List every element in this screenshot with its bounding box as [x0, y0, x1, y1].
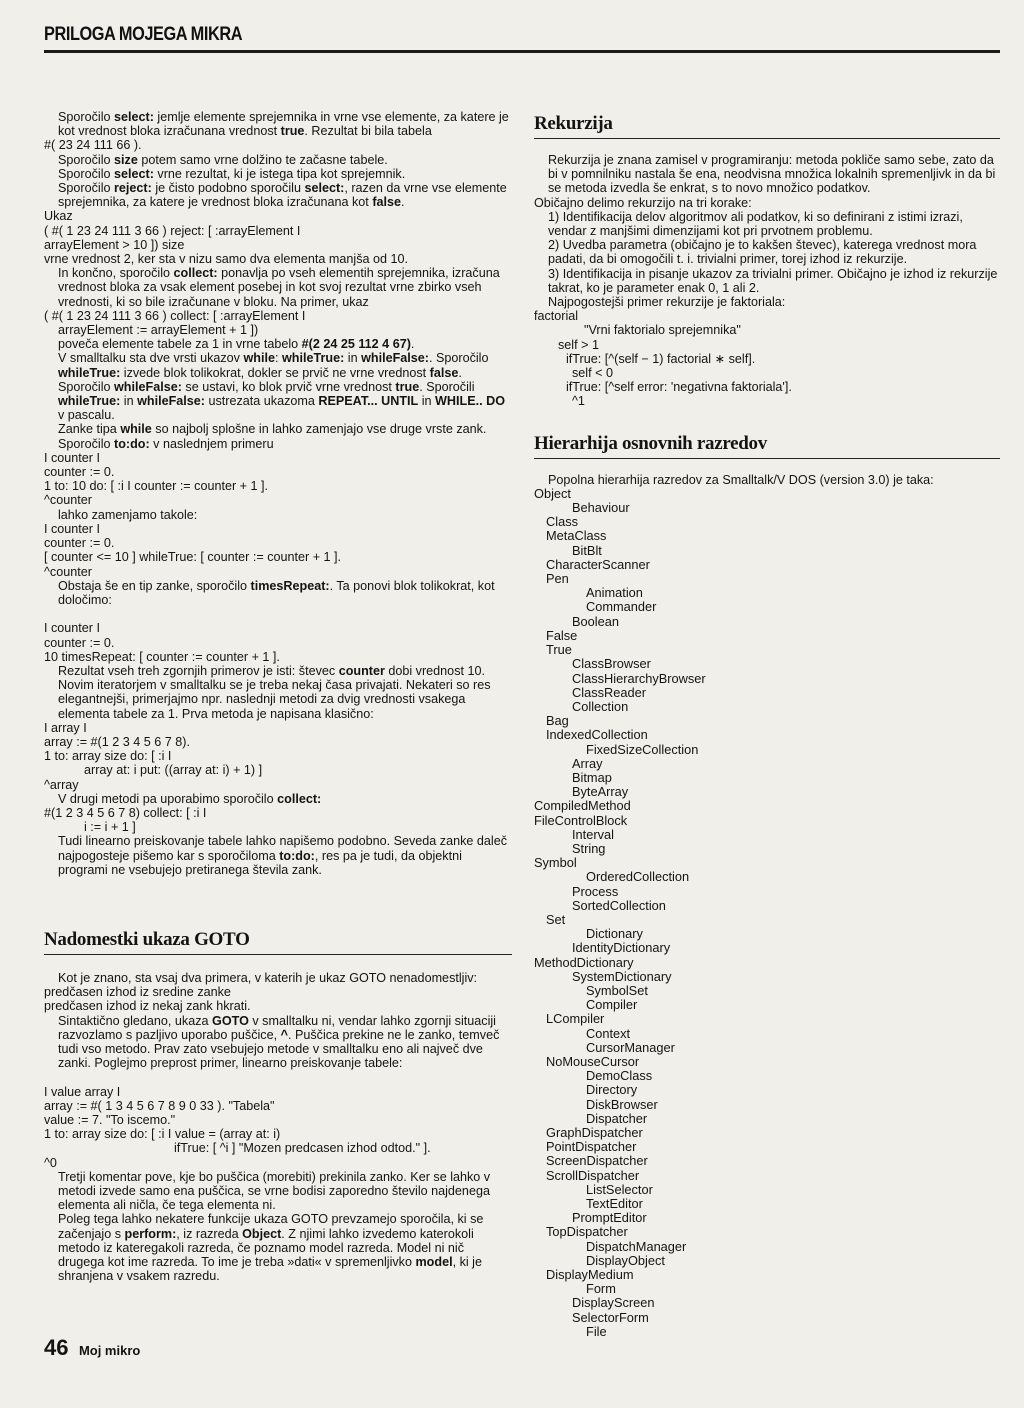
class-item: Bag [546, 713, 569, 729]
paragraph: Rekurzija je znana zamisel v programiranju: metoda pokliče samo sebe, zato da bi v pomnilniku nastala še ena, neodvisna množica lokalnih spremenljivk in da bi se metoda izvedla še enkrat, s to novo množico podatkov. [548, 153, 999, 196]
class-item: ClassBrowser [572, 656, 651, 672]
paragraph: Ukaz [44, 209, 73, 224]
class-item: Symbol [534, 855, 577, 871]
paragraph: 2) Uvedba parametra (običajno je to kakšen števec), katerega vrednost mora padati, da bi omogočili t. i. trivialni primer, torej izhod iz rekurzije. [548, 238, 980, 267]
code-line: self < 0 [572, 366, 613, 381]
class-item: ClassHierarchyBrowser [572, 670, 706, 686]
code-line: ifTrue: [ ^i ] "Mozen predcasen izhod odtod." ]. [174, 1141, 431, 1156]
paragraph: 3) Identifikacija in pisanje ukazov za trivialni primer. Običajno je izhod iz rekurzije takrat, ko je parameter enak 0, 1 ali 2. [548, 266, 1001, 295]
bold-term: counter [338, 663, 385, 678]
bold-term: GOTO [212, 1013, 249, 1028]
class-item: DemoClass [586, 1068, 653, 1084]
paragraph: Sporočilo select: jemlje elemente sprejemnika in vrne vse elemente, za katere je kot vrednost bloka izračunana vrednost true. Rezultat bi bila tabela [58, 110, 513, 139]
running-header-title: PRILOGA MOJEGA MIKRA [44, 24, 247, 46]
class-item: Array [572, 755, 603, 771]
paragraph: Novim iteratorjem v smalltalku se je treba nekaj časa privajati. Nekateri so res elegantnejši, primerjajmo npr. naslednji metodi za dvig vrednosti vsakega elementa tabele za 1. Prva metoda je napisana klasično: [58, 678, 495, 721]
class-item: OrderedCollection [586, 869, 690, 885]
class-item: TopDispatcher [546, 1224, 628, 1240]
bold-term: whileFalse: [137, 394, 205, 409]
bold-term: #(2 24 25 112 4 67) [301, 337, 411, 352]
bold-term: select: [114, 110, 154, 124]
class-hierarchy-list [534, 487, 1000, 1339]
code-line: ^1 [572, 394, 585, 409]
class-item: File [586, 1323, 607, 1339]
class-item: Animation [586, 585, 643, 601]
code-line: I counter I [44, 450, 101, 465]
class-item: ScrollDispatcher [546, 1167, 640, 1183]
class-item: DiskBrowser [586, 1096, 658, 1112]
class-item: Object [534, 485, 571, 501]
paragraph: Najpogostejši primer rekurzije je faktoriala: [548, 295, 786, 310]
bold-term: whileTrue: [58, 394, 121, 409]
left-column [44, 110, 512, 1283]
code-line: ( #( 1 23 24 111 3 66 ) collect: [ :arrayElement I [44, 308, 306, 323]
class-item: SymbolSet [586, 982, 648, 998]
bold-term: reject: [114, 181, 152, 196]
paragraph: lahko zamenjamo takole: [58, 507, 198, 522]
class-item: ByteArray [572, 784, 629, 800]
paragraph: In končno, sporočilo collect: ponavlja po vseh elementih sprejemnika, izračuna vrednost bloka za vsak element posebej in kot svoj rezultat vrne zbirko vseh vrednosti, ki so bile izračunane v bloku. Na primer, ukaz [58, 266, 504, 309]
code-line: arrayElement > 10 ]) size [44, 237, 185, 252]
code-line: counter := 0. [44, 536, 115, 551]
bold-term: to:do: [279, 848, 315, 863]
class-item: SortedCollection [572, 897, 666, 913]
bold-term: whileTrue: [281, 351, 345, 366]
section-heading-goto: Nadomestki ukaza GOTO [44, 929, 512, 955]
paragraph: Tudi linearno preiskovanje tabele lahko napišemo podobno. Seveda zanke daleč najpogosteje pišemo kar s sporočiloma to:do:, res pa je tudi, da objektni programi ne vsebujejo pretiranega števila zank. [58, 834, 511, 877]
class-item: True [546, 642, 572, 658]
class-item: Pen [546, 571, 569, 587]
code-line: "Vrni faktorialo sprejemnika" [584, 323, 741, 338]
spacer [534, 105, 1000, 113]
paragraph: Sporočilo select: vrne rezultat, ki je istega tipa kot sprejemnik. [58, 166, 406, 181]
paragraph: vrne vrednost 2, ker sta v nizu samo dva elementa manjša od 10. [44, 252, 409, 267]
code-line: array at: i put: ((array at: i) + 1) ] [84, 763, 263, 778]
class-item: Compiler [586, 997, 638, 1013]
code-line: 1 to: array size do: [ :i I value = (array at: i) [44, 1127, 281, 1142]
class-item: Class [546, 514, 578, 530]
paragraph: Zanke tipa while so najbolj splošne in lahko zamenjajo vse druge vrste zank. Sporočilo to:do: v naslednjem primeru [58, 422, 490, 451]
paragraph: Sporočilo size potem samo vrne dolžino te začasne tabele. [58, 152, 388, 167]
bold-term: REPEAT... UNTIL [318, 394, 419, 409]
bold-term: false [429, 365, 459, 380]
paragraph: V smalltalku sta dve vrsti ukazov while: whileTrue: in whileFalse:. Sporočilo whileTrue: izvede blok tolikokrat, dokler se prvič ne vrne vrednost false. Sporočilo whileFalse: se ustavi, ko blok prvič vrne vrednost true. Sporočili whileTrue: in whileFalse: ustrezata ukazoma REPEAT... UNTIL in WHILE.. DO v pascalu. [58, 351, 509, 423]
bold-term: model [415, 1255, 453, 1270]
paragraph: Popolna hierarhija razredov za Smalltalk/V DOS (version 3.0) je taka: [548, 472, 934, 487]
class-item: CharacterScanner [546, 556, 650, 572]
class-item: NoMouseCursor [546, 1053, 640, 1069]
code-line: I counter I [44, 621, 101, 636]
bold-term: whileFalse: [361, 351, 429, 366]
class-item: Interval [572, 826, 614, 842]
class-item: CursorManager [586, 1039, 675, 1055]
bold-term: true [395, 379, 420, 394]
list-item: predčasen izhod iz sredine zanke [44, 985, 231, 1000]
code-line: arrayElement := arrayElement + 1 ]) [58, 323, 259, 338]
paragraph: Sporočilo reject: je čisto podobno sporočilu select:, razen da vrne vse elemente sprejemnika, za katere je vrednost bloka izračunana kot false. [58, 181, 511, 210]
class-item: SystemDictionary [572, 968, 672, 984]
class-item: Set [546, 911, 566, 927]
bold-term: collect: [277, 791, 322, 806]
code-line: counter := 0. [44, 465, 115, 480]
bold-term: timesRepeat: [250, 578, 330, 593]
spacer [44, 877, 512, 929]
code-line: counter := 0. [44, 635, 115, 650]
class-item: ScreenDispatcher [546, 1153, 648, 1169]
class-item: MethodDictionary [534, 954, 634, 970]
class-item: False [546, 627, 578, 643]
code-line: factorial [534, 309, 579, 324]
class-item: TextEditor [586, 1196, 643, 1212]
class-item: Form [586, 1281, 616, 1297]
paragraph: Rezultat vseh treh zgornjih primerov je isti: števec counter dobi vrednost 10. [58, 663, 485, 678]
spacer [534, 459, 1000, 473]
code-line: self > 1 [558, 337, 599, 352]
spacer [44, 955, 512, 971]
bold-term: true [280, 124, 305, 139]
section-heading-hierarhija: Hierarhija osnovnih razredov [534, 433, 1000, 459]
paragraph: Kot je znano, sta vsaj dva primera, v katerih je ukaz GOTO nenadomestljiv: [58, 970, 478, 985]
class-item: PointDispatcher [546, 1139, 637, 1155]
code-line: array := #(1 2 3 4 5 6 7 8). [44, 734, 190, 749]
class-item: PromptEditor [572, 1210, 647, 1226]
code-line: #(1 2 3 4 5 6 7 8) collect: [ :i I [44, 805, 207, 820]
section-heading-rekurzija: Rekurzija [534, 113, 1000, 139]
paragraph: Obstaja še en tip zanke, sporočilo timesRepeat:. Ta ponovi blok tolikokrat, kot določimo: [58, 578, 499, 607]
class-item: BitBlt [572, 542, 602, 558]
code-line: 1 to: array size do: [ :i I [44, 749, 172, 764]
right-column [534, 105, 1000, 1339]
magazine-name: Moj mikro [78, 1343, 141, 1358]
spacer [44, 607, 512, 621]
bold-term: while [120, 422, 152, 437]
paragraph: Tretji komentar pove, kje bo puščica (morebiti) prekinila zanko. Ker se lahko v metodi izvede samo ena puščica, se vrne bodisi zaporedno število najdenega elementa ali ničla, če tega elementa ni. [58, 1169, 494, 1213]
bold-term: select: [114, 166, 154, 181]
paragraph: poveča elemente tabele za 1 in vrne tabelo #(2 24 25 112 4 67). [58, 337, 415, 352]
page-number: 46 [44, 1335, 69, 1360]
class-item: IdentityDictionary [572, 940, 671, 956]
code-line: 1 to: 10 do: [ :i I counter := counter + 1 ]. [44, 479, 269, 494]
code-line: array := #( 1 3 4 5 6 7 8 9 0 33 ). "Tabela" [44, 1098, 275, 1113]
class-item: Boolean [572, 613, 619, 629]
class-item: Behaviour [572, 500, 630, 516]
spacer [534, 409, 1000, 433]
class-item: CompiledMethod [534, 798, 631, 814]
class-item: DisplayObject [586, 1252, 665, 1268]
code-line: [ counter <= 10 ] whileTrue: [ counter := counter + 1 ]. [44, 550, 342, 565]
paragraph: Sintaktično gledano, ukaza GOTO v smalltalku ni, vendar lahko zgornji situaciji razvozlamo s pazljivo uporabo puščice, ^. Puščica prekine ne le zanko, temveč tudi vso metodo. Prav zato vsebujejo metode v smalltalku eno ali največ dve zanki. Poglejmo preprost primer, linearno preiskovanje tabele: [58, 1013, 503, 1071]
class-item: DisplayScreen [572, 1295, 655, 1311]
class-item: Dictionary [586, 926, 643, 942]
bold-term: whileFalse: [114, 379, 182, 394]
class-item: SelectorForm [572, 1309, 649, 1325]
class-item: String [572, 840, 606, 856]
code-line: I array I [44, 720, 87, 735]
code-line: ifTrue: [^(self − 1) factorial ∗ self]. [566, 351, 756, 366]
class-item: DispatchManager [586, 1238, 687, 1254]
class-item: LCompiler [546, 1011, 605, 1027]
class-item: Dispatcher [586, 1110, 648, 1126]
paragraph: Poleg tega lahko nekatere funkcije ukaza GOTO prevzamejo sporočila, ki se začenjajo s perform:, iz razreda Object. Z njimi lahko izvedemo katerokoli metodo iz kateregakoli razreda, če poznamo model razreda. Model ni nič drugega kot ime razreda. To ime je treba »dati« v spremenljivko model, ki je shranjena v vsakem razredu. [58, 1212, 487, 1284]
bold-term: select: [304, 181, 345, 196]
running-header [44, 24, 1000, 53]
bold-term: whileTrue: [58, 365, 121, 380]
code-line: ^counter [44, 493, 92, 508]
code-line: ^0 [44, 1155, 57, 1170]
bold-term: while [243, 351, 275, 366]
paragraph: V drugi metodi pa uporabimo sporočilo collect: [58, 791, 322, 806]
class-item: Commander [586, 599, 657, 615]
class-item: Context [586, 1025, 631, 1041]
bold-term: WHILE.. DO [435, 394, 505, 409]
class-item: FixedSizeCollection [586, 741, 699, 757]
spacer [534, 139, 1000, 153]
code-line: I value array I [44, 1084, 121, 1099]
bold-term: ^ [280, 1027, 288, 1042]
class-item: DisplayMedium [546, 1267, 634, 1283]
code-line: i := i + 1 ] [84, 820, 136, 835]
class-item: Bitmap [572, 769, 612, 785]
bold-term: Object [242, 1226, 282, 1241]
class-item: Collection [572, 698, 629, 714]
code-line: ( #( 1 23 24 111 3 66 ) reject: [ :arrayElement I [44, 223, 301, 238]
bold-term: collect: [173, 266, 218, 281]
code-line: #( 23 24 111 66 ). [44, 138, 142, 153]
class-item: GraphDispatcher [546, 1125, 643, 1140]
class-item: Directory [586, 1082, 638, 1098]
bold-term: to:do: [114, 436, 150, 451]
class-item: IndexedCollection [546, 727, 648, 743]
list-item: predčasen izhod iz nekaj zank hkrati. [44, 999, 251, 1014]
page-footer [44, 1335, 140, 1361]
class-item: MetaClass [546, 528, 607, 544]
code-line: 10 timesRepeat: [ counter := counter + 1 ]. [44, 649, 280, 664]
bold-term: perform: [124, 1226, 177, 1241]
class-item: Process [572, 883, 619, 899]
bold-term: false [372, 195, 402, 210]
paragraph: Običajno delimo rekurzijo na tri korake: [534, 195, 752, 210]
code-line: value := 7. "To iscemo." [44, 1113, 176, 1127]
code-line: ^array [44, 777, 79, 792]
code-line: ^counter [44, 564, 92, 579]
paragraph: 1) Identifikacija delov algoritmov ali podatkov, ki so definirani z istimi izrazi, vendar z manjšimi dimenzijami kot pri prvotnem problemu. [548, 209, 967, 239]
class-item: FileControlBlock [534, 812, 628, 828]
code-line: I counter I [44, 521, 101, 536]
class-item: ClassReader [572, 684, 646, 700]
spacer [44, 1070, 512, 1084]
bold-term: size [114, 152, 138, 167]
code-line: ifTrue: [^self error: 'negativna faktoriala']. [566, 380, 792, 395]
class-item: ListSelector [586, 1181, 653, 1197]
